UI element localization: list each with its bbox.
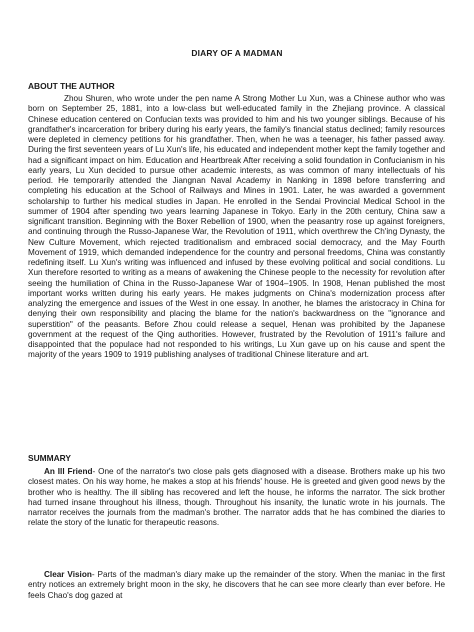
summary-heading: SUMMARY xyxy=(28,453,71,463)
summary-paragraph-clear-vision xyxy=(28,570,445,601)
summary-lead-clear-vision: Clear Vision xyxy=(44,570,92,579)
summary-paragraph-ill-friend xyxy=(28,467,445,529)
summary-lead-ill-friend: An Ill Friend xyxy=(44,467,93,476)
about-body: Zhou Shuren, who wrote under the pen name A Strong Mother Lu Xun, was a Chinese author who was born on September 25, 1881, into a low-class but well-educated family in the Zhejiang province. A classical Chinese education centered on Confucian texts was provided to him and his two younger siblings. Because of his grandfather's incarceration for bribery during his early years, the family's financial status declined; family resources were depleted in clemency petitions for his grandfather. Then, when he was a teenager, his father passed away. During the first seventeen years of Lu Xun's life, his educated and independent mother kept the family together and had a significant impact on him. Education and Heartbreak After receiving a solid foundation in Confucianism in his early years, Lu Xun decided to pursue other academic interests, as was common of many intellectuals of his period. He temporarily attended the Jiangnan Naval Academy in Nanking in 1898 before transferring and completing his education at the School of Railways and Mines in 1901. Later, he was awarded a government scholarship to further his medical studies in Japan. He enrolled in the Sendai Provincial Medical School in the summer of 1904 after spending two years learning Japanese in Tokyo. Early in the 20th century, China saw a significant transition. Beginning with the Boxer Rebellion of 1900, when the peasantry rose up against foreigners, and continuing through the Russo-Japanese War, the Revolution of 1911, which overthrew the Ch'ing Dynasty, the New Culture Movement, which rejected traditionalism and embraced social democracy, and the May Fourth Movement of 1919, which demanded independence for the country and personal freedoms, China was constantly redefining itself. Lu Xun's writing was influenced and infused by these evolving political and social conditions. Lu Xun therefore resorted to writing as a means of awakening the Chinese people to the necessity for revolution after seeing the humiliation of China in the Russo-Japanese War of 1904–1905. In 1908, Henan published the most important works written during his early years. He makes judgments on China's modernization process after analyzing the emergence and issues of the West in one essay. In another, he blames the aristocracy in China for denying their own responsibility and placing the blame for the nation's backwardness on the "ignorance and superstition" of the peasants. Before Zhou could release a sequel, Henan was prohibited by the Japanese government at the request of the Qing authorities. However, frustrated by the Revolution of 1911's failure and disappointed that the populace had not responded to his writings, Lu Xun gave up on his cause and spent the majority of the years 1909 to 1919 publishing analyses of traditional Chinese literature and art. xyxy=(28,94,445,360)
about-heading: ABOUT THE AUTHOR xyxy=(28,81,115,91)
summary-text-ill-friend: - One of the narrator's two close pals gets diagnosed with a disease. Brothers make up his two closest mates. On his way home, he makes a stop at his friends' house. He is greeted and given good news by the brother who is healthy. The ill sibling has recovered and left the house, he informs the narrator. The sick brother had turned insane throughout his illness, though. Throughout his insanity, the lunatic wrote in his journals. The narrator receives the journals from the madman's brother. The narrator adds that he has combined the diaries to relate the story of the lunatic for therapeutic reasons. xyxy=(28,467,445,528)
summary-text-clear-vision: - Parts of the madman's diary make up the remainder of the story. When the maniac in the first entry notices an extremely bright moon in the sky, he discovers that he can see more clearly than ever before. He feels Chao's dog gazed at xyxy=(28,570,445,600)
document-title: DIARY OF A MADMAN xyxy=(191,48,283,58)
